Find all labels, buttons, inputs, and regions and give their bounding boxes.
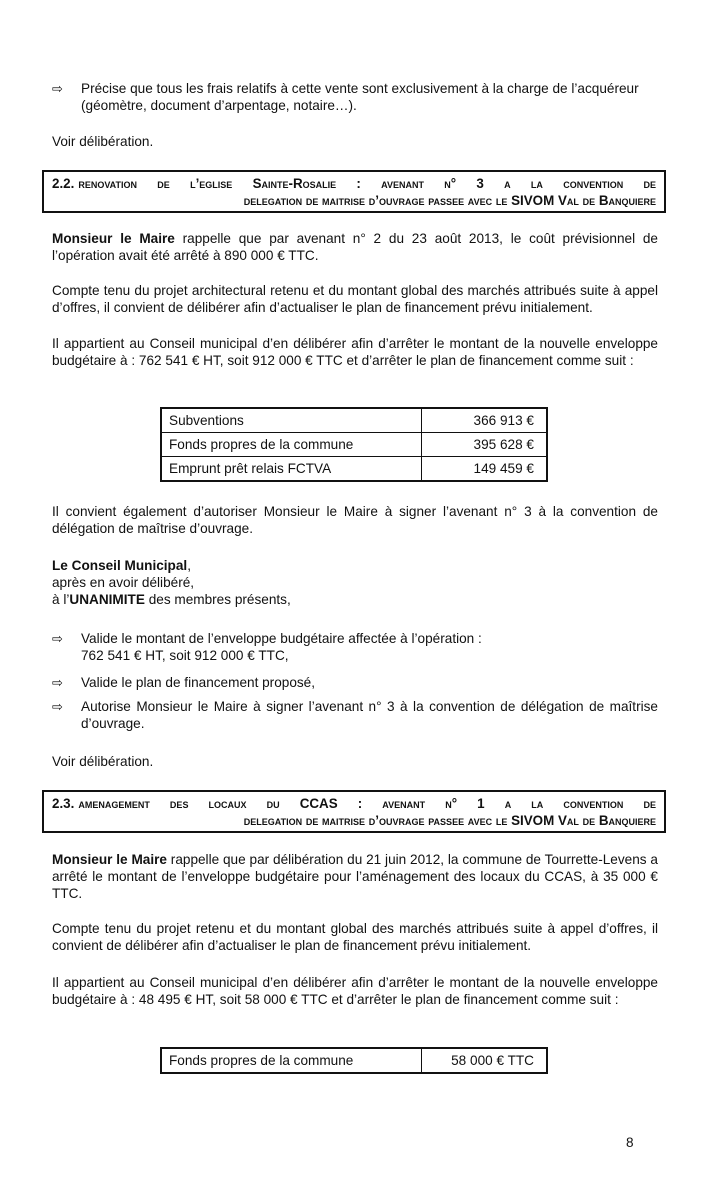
unanimite-line bbox=[52, 591, 658, 608]
table-cell-label: Subventions bbox=[161, 408, 422, 433]
table-cell-label: Emprunt prêt relais FCTVA bbox=[161, 457, 422, 482]
arrow-right-icon: ⇨ bbox=[52, 631, 63, 646]
intro-bullet bbox=[52, 80, 658, 114]
section-22-title-line1: renovation de l’eglise Sainte-Rosalie : avenant n° 3 a la convention de bbox=[78, 176, 656, 191]
bullet-text: Valide le plan de financement proposé, bbox=[81, 675, 316, 690]
table-row bbox=[161, 433, 547, 457]
section-23-p3: Il appartient au Conseil municipal d’en délibérer afin d’arrêter le montant de la nouvelle enveloppe budgétaire à : 48 495 € HT, soit 58 000 € TTC et d’arrêter le plan de financement comme suit : bbox=[52, 975, 658, 1007]
section-23-number: 2.3. bbox=[52, 796, 75, 811]
table-row bbox=[161, 408, 547, 433]
section-23-heading bbox=[42, 790, 666, 833]
apres-deliberation: après en avoir délibéré, bbox=[52, 575, 195, 590]
arrow-right-icon: ⇨ bbox=[52, 699, 63, 714]
bullet-text-cont: 762 541 € HT, soit 912 000 € TTC, bbox=[81, 648, 289, 663]
section-22-number: 2.2. bbox=[52, 176, 75, 191]
section-22-voir: Voir délibération. bbox=[52, 754, 154, 769]
intro-voir: Voir délibération. bbox=[52, 134, 154, 149]
arrow-right-icon: ⇨ bbox=[52, 81, 63, 96]
conseil-comma: , bbox=[187, 558, 191, 573]
bullet-text: Valide le montant de l’enveloppe budgétaire affectée à l’opération : bbox=[81, 631, 482, 646]
table-cell-value: 58 000 € TTC bbox=[422, 1048, 548, 1073]
membres-presents: des membres présents, bbox=[144, 592, 291, 607]
section-23-title-line2: delegation de maitrise d’ouvrage passee avec le SIVOM Val de Banquiere bbox=[243, 813, 656, 828]
unanimite-word: UNANIMITE bbox=[69, 592, 145, 607]
table-row bbox=[161, 457, 547, 482]
section-23-financing-table bbox=[160, 1047, 548, 1074]
table-cell-label: Fonds propres de la commune bbox=[161, 433, 422, 457]
section-22-p1-bold: Monsieur le Maire bbox=[52, 231, 175, 246]
section-23-p1-bold: Monsieur le Maire bbox=[52, 852, 167, 867]
conseil-municipal-label: Le Conseil Municipal bbox=[52, 558, 188, 573]
section-22-p1 bbox=[52, 230, 658, 264]
section-22-p2: Compte tenu du projet architectural retenu et du montant global des marchés attribués suite à appel d’offres, il convient de délibérer afin d’actualiser le plan de financement prévu initialement. bbox=[52, 283, 658, 315]
arrow-right-icon: ⇨ bbox=[52, 675, 63, 690]
section-22-p4: Il convient également d’autoriser Monsieur le Maire à signer l’avenant n° 3 à la convention de délégation de maîtrise d’ouvrage. bbox=[52, 504, 658, 536]
section-22-conseil bbox=[52, 557, 658, 608]
intro-bullet-text: Précise que tous les frais relatifs à cette vente sont exclusivement à la charge de l’acquéreur (géomètre, document d’arpentage, notaire…). bbox=[81, 81, 639, 113]
bullet-text: Autorise Monsieur le Maire à signer l’avenant n° 3 à la convention de délégation de maîtrise d’ouvrage. bbox=[81, 699, 658, 731]
section-23-p2: Compte tenu du projet retenu et du montant global des marchés attribués suite à appel d’offres, il convient de délibérer afin d’actualiser le plan de financement prévu initialement. bbox=[52, 921, 658, 953]
section-22-bullet-3 bbox=[52, 698, 658, 732]
table-cell-label: Fonds propres de la commune bbox=[161, 1048, 422, 1073]
section-23-p1 bbox=[52, 851, 658, 902]
section-22-title-line2: delegation de maitrise d’ouvrage passee avec le SIVOM Val de Banquiere bbox=[243, 193, 656, 208]
table-cell-value: 366 913 € bbox=[422, 408, 548, 433]
page-number: 8 bbox=[626, 1135, 634, 1150]
section-22-p1-rest: rappelle que par avenant n° 2 du 23 août 2013, le coût prévisionnel de l’opération avait été arrêté à 890 000 € TTC. bbox=[52, 231, 658, 263]
table-row bbox=[161, 1048, 547, 1073]
section-22-financing-table bbox=[160, 407, 548, 482]
table-cell-value: 149 459 € bbox=[422, 457, 548, 482]
section-22-p3: Il appartient au Conseil municipal d’en délibérer afin d’arrêter le montant de la nouvelle enveloppe budgétaire à : 762 541 € HT, soit 912 000 € TTC et d’arrêter le plan de financement comme suit : bbox=[52, 336, 658, 368]
table-cell-value: 395 628 € bbox=[422, 433, 548, 457]
section-22-bullet-2 bbox=[52, 674, 658, 691]
a-l-prefix: à l’ bbox=[52, 592, 70, 607]
section-23-title-line1: amenagement des locaux du CCAS : avenant n° 1 a la convention de bbox=[78, 796, 656, 811]
section-22-heading bbox=[42, 170, 666, 213]
section-22-bullet-1 bbox=[52, 630, 658, 664]
section-23-p1-rest: rappelle que par délibération du 21 juin 2012, la commune de Tourrette-Levens a arrêté le montant de l’enveloppe budgétaire pour l’aménagement des locaux du CCAS, à 35 000 € TTC. bbox=[52, 852, 658, 901]
